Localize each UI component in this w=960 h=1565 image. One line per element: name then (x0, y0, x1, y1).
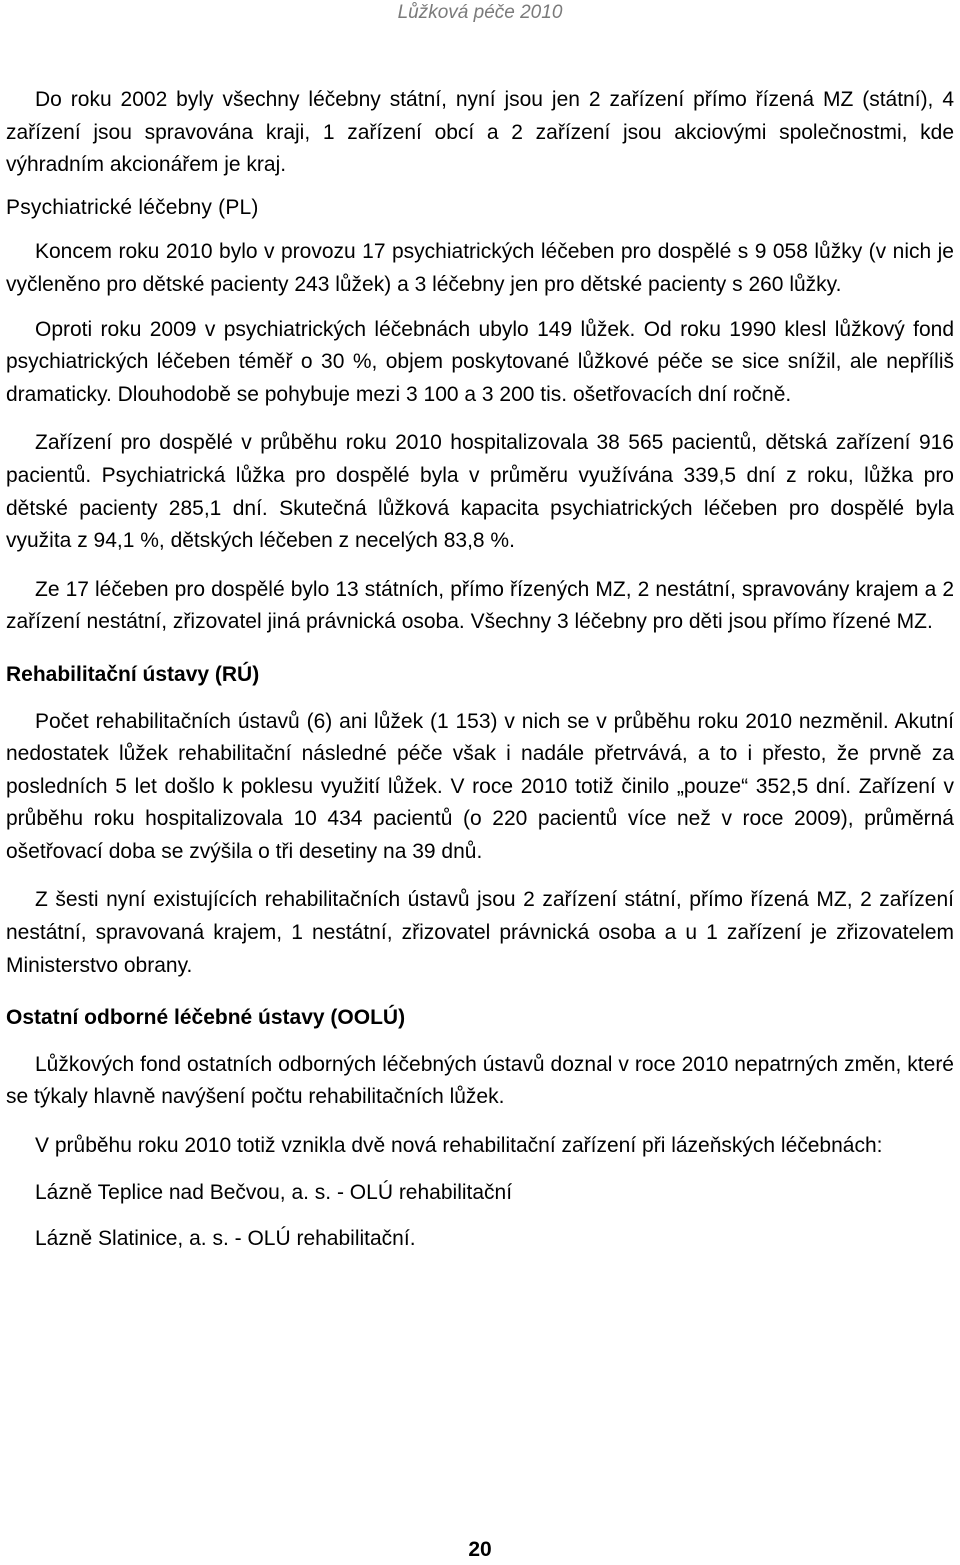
list-item: Lázně Slatinice, a. s. - OLÚ rehabilitační. (35, 1227, 416, 1251)
paragraph-oolu-changes: Lůžkových fond ostatních odborných léčebných ústavů doznal v roce 2010 nepatrných změn, které se týkaly hlavně navýšení počtu rehabilitačních lůžek. (6, 1052, 954, 1109)
page-number: 20 (468, 1538, 492, 1561)
paragraph-ru-capacity: Počet rehabilitačních ústavů (6) ani lůžek (1 153) v nich se v průběhu roku 2010 nezměnil. Akutní nedostatek lůžek rehabilitační následné péče však i nadále přetrvává, a to i přesto, že prvně za posledních 5 let došlo k poklesu využití lůžek. V roce 2010 totiž činilo „pouze“ 352,5 dní. Zařízení v průběhu roku hospitalizovala 10 434 pacientů (o 220 pacientů více než v roce 2009), průměrná ošetřovací doba se zvýšila o tři desetiny na 39 dnů. (6, 709, 954, 863)
paragraph-pl-ownership: Ze 17 léčeben pro dospělé bylo 13 státních, přímo řízených MZ, 2 nestátní, spravovány krajem a 2 zařízení nestátní, zřizovatel jiná právnická osoba. Všechny 3 léčebny pro děti jsou přímo řízené MZ. (6, 577, 954, 634)
heading-other-institutes: Ostatní odborné léčebné ústavy (OOLÚ) (6, 1006, 406, 1030)
paragraph-oolu-new: V průběhu roku 2010 totiž vznikla dvě nová rehabilitační zařízení při lázeňských léčebnách: (35, 1134, 883, 1158)
heading-rehabilitation-institutes: Rehabilitační ústavy (RÚ) (6, 662, 260, 686)
paragraph-ru-ownership: Z šesti nyní existujících rehabilitačních ústavů jsou 2 zařízení státní, přímo řízená MZ, 2 zařízení nestátní, spravovaná krajem, 1 nestátní, zřizovatel právnická osoba a u 1 zařízení je zřizovatelem Ministerstvo obrany. (6, 888, 954, 977)
document-body (6, 84, 954, 1256)
paragraph-intro: Do roku 2002 byly všechny léčebny státní, nyní jsou jen 2 zařízení přímo řízená MZ (státní), 4 zařízení jsou spravována kraji, 1 zařízení obcí a 2 zařízení jsou akciovými společnostmi, kde výhradním akcionářem je kraj. (6, 88, 954, 177)
paragraph-pl-decline: Oproti roku 2009 v psychiatrických léčebnách ubylo 149 lůžek. Od roku 1990 klesl lůžkový fond psychiatrických léčeben téměř o 30 %, objem poskytované lůžkové péče se sice snížil, ale nepříliš dramaticky. Dlouhodobě se pohybuje mezi 3 100 a 3 200 tis. ošetřovacích dní ročně. (6, 317, 954, 406)
list-item: Lázně Teplice nad Bečvou, a. s. - OLÚ rehabilitační (35, 1180, 513, 1204)
heading-psychiatric-hospitals: Psychiatrické léčebny (PL) (6, 195, 259, 219)
running-header: Lůžková péče 2010 (397, 2, 563, 23)
paragraph-pl-capacity: Koncem roku 2010 bylo v provozu 17 psychiatrických léčeben pro dospělé s 9 058 lůžky (v nich je vyčleněno pro dětské pacienty 243 lůžek) a 3 léčebny jen pro dětské pacienty s 260 lůžky. (6, 240, 954, 296)
paragraph-pl-hospitalization: Zařízení pro dospělé v průběhu roku 2010 hospitalizovala 38 565 pacientů, dětská zařízení 916 pacientů. Psychiatrická lůžka pro dospělé byla v průměru využívána 339,5 dní z roku, lůžka pro dětské pacienty 285,1 dní. Skutečná lůžková kapacita psychiatrických léčeben pro dospělé byla využita z 94,1 %, dětských léčeben z necelých 83,8 %. (6, 431, 954, 553)
